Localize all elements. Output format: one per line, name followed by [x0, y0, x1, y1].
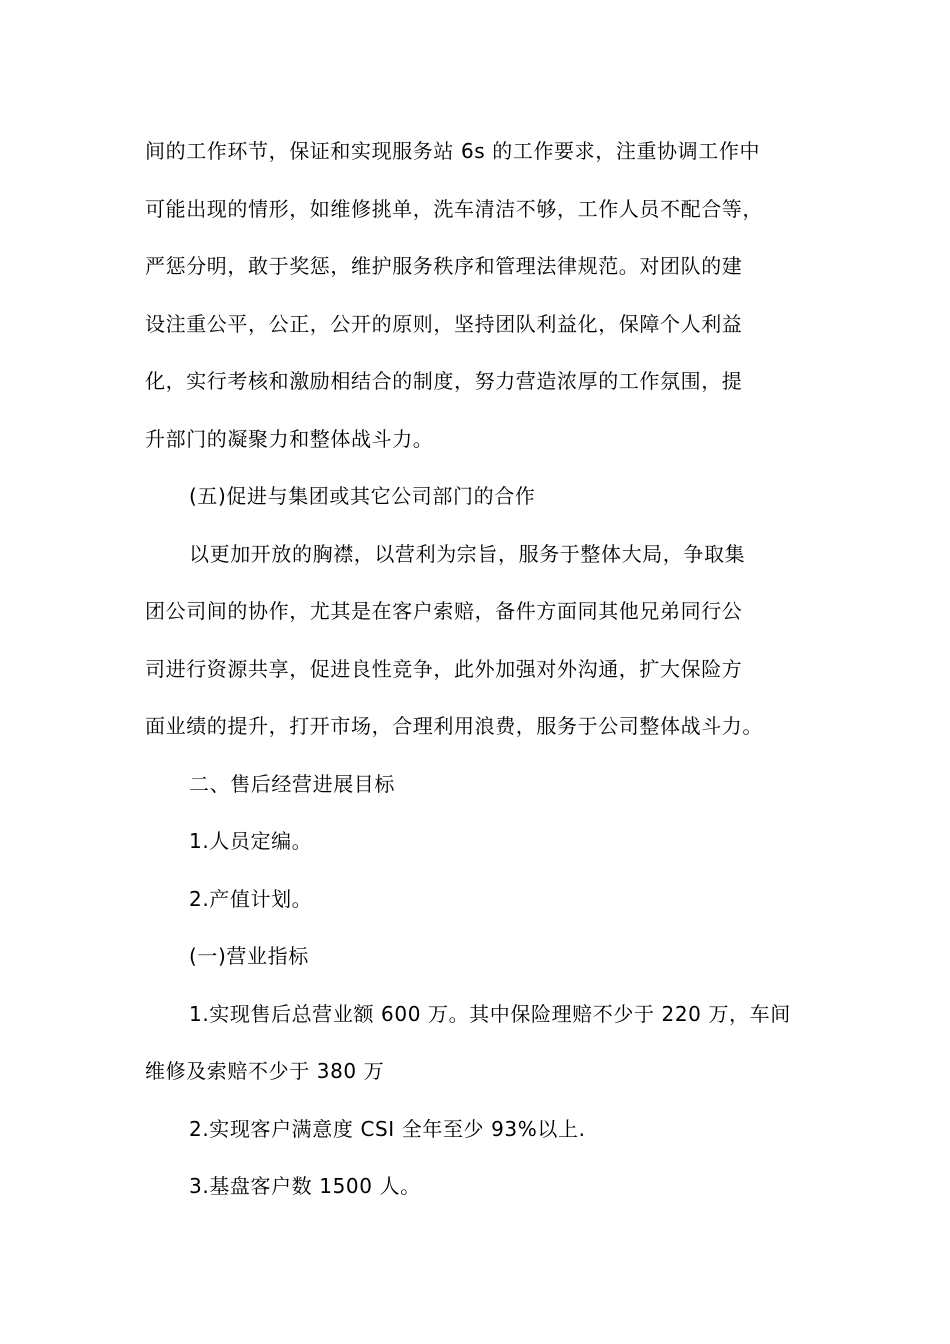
text-line: 面业绩的提升，打开市场，合理利用浪费，服务于公司整体战斗力。	[145, 714, 763, 738]
text-line: 间的工作环节，保证和实现服务站 6s 的工作要求，注重协调工作中	[145, 139, 761, 163]
text-line: 2.产值计划。	[189, 886, 313, 911]
text-line: 3.基盘客户数 1500 人。	[189, 1174, 421, 1198]
text-line: 严惩分明，敢于奖惩，维护服务秩序和管理法律规范。对团队的建	[145, 254, 743, 278]
text-line: (五)促进与集团或其它公司部门的合作	[189, 484, 536, 508]
text-line: 设注重公平，公正，公开的原则，坚持团队利益化，保障个人利益	[145, 311, 743, 336]
document-body	[145, 128, 810, 1221]
text-line: 1.实现售后总营业额 600 万。其中保险理赔不少于 220 万，车间	[189, 1001, 791, 1026]
text-line: 可能出现的情形，如维修挑单，洗车清洁不够，工作人员不配合等，	[145, 196, 763, 221]
text-line: 以更加开放的胸襟，以营利为宗旨，服务于整体大局，争取集	[189, 541, 746, 566]
text-line: 升部门的凝聚力和整体战斗力。	[145, 426, 434, 451]
text-line: 团公司间的协作，尤其是在客户索赔，备件方面同其他兄弟同行公	[145, 599, 743, 623]
text-line: 化，实行考核和激励相结合的制度，努力营造浓厚的工作氛围，提	[145, 369, 743, 393]
text-line: 维修及索赔不少于 380 万	[145, 1059, 385, 1083]
text-line: 2.实现客户满意度 CSI 全年至少 93%以上.	[189, 1116, 586, 1141]
text-line: 1.人员定编。	[189, 829, 313, 853]
text-line: 二、售后经营进展目标	[189, 771, 395, 796]
text-line: 司进行资源共享，促进良性竞争，此外加强对外沟通，扩大保险方	[145, 656, 743, 681]
text-line: (一)营业指标	[189, 944, 309, 968]
